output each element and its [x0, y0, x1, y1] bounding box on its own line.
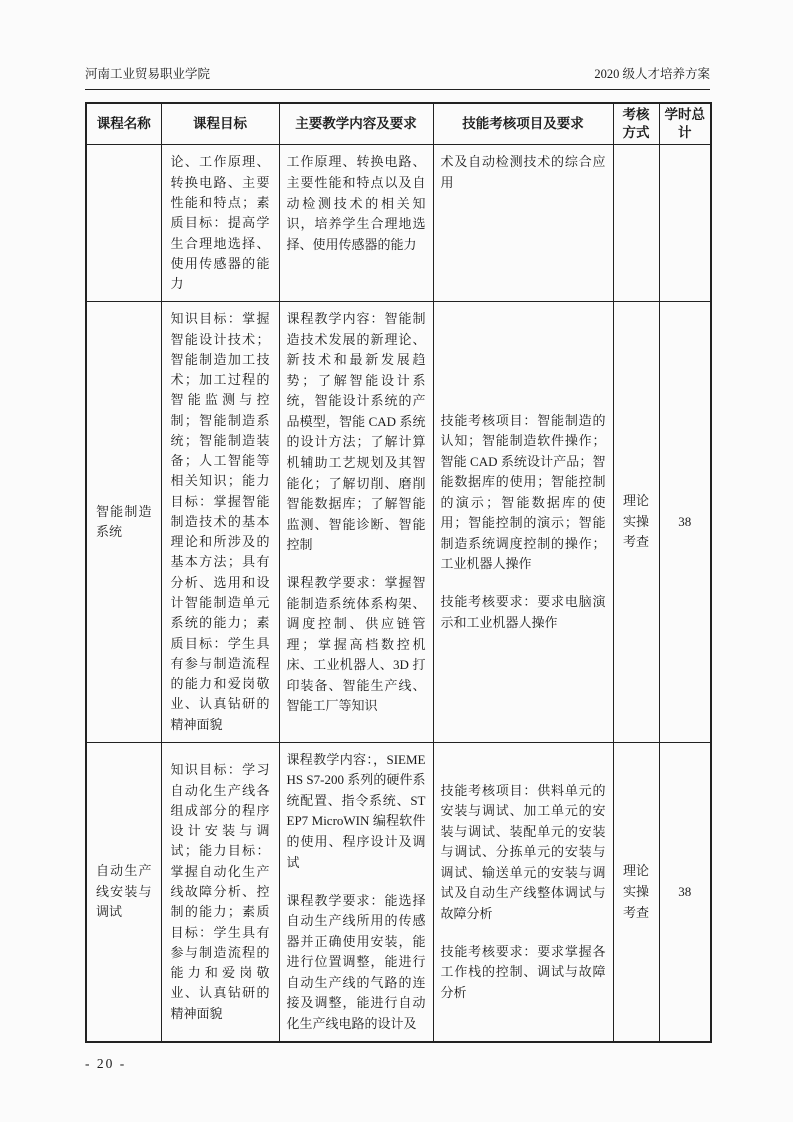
- document-page: [85, 0, 710, 1122]
- col-header-hours: 学时总计: [659, 103, 711, 145]
- cell-skill-assessment: [433, 145, 613, 302]
- table-row-auto-production-line: [86, 742, 711, 1042]
- col-header-method: 考核方式: [613, 103, 659, 145]
- cell-course-name: [86, 145, 161, 302]
- cell-objectives: [161, 302, 279, 743]
- assessment-paragraph: 技能考核要求：要求电脑演示和工业机器人操作: [440, 594, 606, 630]
- cell-total-hours: 38: [659, 302, 711, 743]
- page-header: [85, 64, 710, 90]
- header-school-name: 河南工业贸易职业学院: [85, 67, 211, 81]
- content-paragraph: 课程教学要求：掌握智能制造系统体系构架、调度控制、供应链管理；掌握高档数控机床、工业机器人、3D 打印装备、智能生产线、智能工厂等知识: [286, 575, 426, 714]
- cell-objectives: [161, 742, 279, 1042]
- table-row-sensor-continued: [86, 145, 711, 302]
- cell-teaching-content: [279, 302, 433, 743]
- assessment-paragraph: 技能考核项目：智能制造的认知；智能制造软件操作；智能 CAD 系统设计产品；智能数据库的使用；智能控制的演示；智能数据库的使用；智能控制的演示；智能制造系统调度控制的操作；工业机器人操作: [440, 412, 606, 572]
- course-table: [85, 102, 712, 1043]
- content-paragraph: 课程教学要求：能选择自动生产线所用的传感器并正确使用安装，能进行位置调整，能进行自动生产线的气路的连接及调整，能进行自动化生产线电路的设计及: [286, 892, 426, 1031]
- content-paragraph: 课程教学内容：智能制造技术发展的新理论、新技术和最新发展趋势；了解智能设计系统，智能设计系统的产品模型，智能 CAD 系统的设计方法；了解计算机辅助工艺规划及其智能化；了解切削、磨削智能数据库；了解智能监测、智能诊断、智能控制: [286, 311, 426, 553]
- table-header-row: [86, 103, 711, 145]
- objectives-text: 知识目标：学习自动化生产线各组成部分的程序设计安装与调试；能力目标：掌握自动化生产线故障分析、控制的能力；素质目标：学生具有参与制造流程的能力和爱岗敬业、认真钻研的精神面貌: [170, 762, 270, 1021]
- table-row-intelligent-manufacturing: [86, 302, 711, 743]
- objectives-text: 知识目标：掌握智能设计技术；智能制造加工技术；加工过程的智能监测与控制；智能制造系统；智能制造装备；人工智能等相关知识；能力目标：掌握智能制造技术的基本理论和所涉及的基本方法；具有分析、选用和设计智能制造单元系统的能力；素质目标：学生具有参与制造流程的能力和爱岗敬业、认真钻研的精神面貌: [170, 311, 270, 732]
- objectives-text: 论、工作原理、转换电路、主要性能和特点；素质目标：提高学生合理地选择、使用传感器的能力: [170, 154, 270, 292]
- cell-assessment-method: [613, 145, 659, 302]
- cell-assessment-method: 理论实操考查: [613, 302, 659, 743]
- assessment-paragraph: 术及自动检测技术的综合应用: [440, 154, 606, 190]
- page-number: - 20 -: [85, 1056, 127, 1072]
- cell-skill-assessment: [433, 742, 613, 1042]
- col-header-content: 主要教学内容及要求: [279, 103, 433, 145]
- header-plan-title: 2020 级人才培养方案: [594, 67, 710, 81]
- cell-total-hours: 38: [659, 742, 711, 1042]
- content-paragraph: 工作原理、转换电路、主要性能和特点以及自动检测技术的相关知识，培养学生合理地选择、使用传感器的能力: [286, 154, 426, 252]
- cell-objectives: [161, 145, 279, 302]
- cell-course-name: 自动生产线安装与调试: [86, 742, 161, 1042]
- col-header-objectives: 课程目标: [161, 103, 279, 145]
- col-header-course-name: 课程名称: [86, 103, 161, 145]
- cell-course-name: 智能制造系统: [86, 302, 161, 743]
- cell-total-hours: [659, 145, 711, 302]
- cell-teaching-content: [279, 145, 433, 302]
- cell-assessment-method: 理论实操考查: [613, 742, 659, 1042]
- col-header-assessment: 技能考核项目及要求: [433, 103, 613, 145]
- assessment-paragraph: 技能考核要求：要求掌握各工作栈的控制、调试与故障分析: [440, 943, 606, 1001]
- assessment-paragraph: 技能考核项目：供料单元的安装与调试、加工单元的安装与调试、装配单元的安装与调试、分拣单元的安装与调试、输送单元的安装与调试及自动生产线整体调试与故障分析: [440, 782, 606, 921]
- cell-skill-assessment: [433, 302, 613, 743]
- content-paragraph: 课程教学内容：，SIEMEHS S7-200 系列的硬件系统配置、指令系统、STEP7 MicroWIN 编程软件的使用、程序设计及调试: [286, 751, 426, 870]
- cell-teaching-content: [279, 742, 433, 1042]
